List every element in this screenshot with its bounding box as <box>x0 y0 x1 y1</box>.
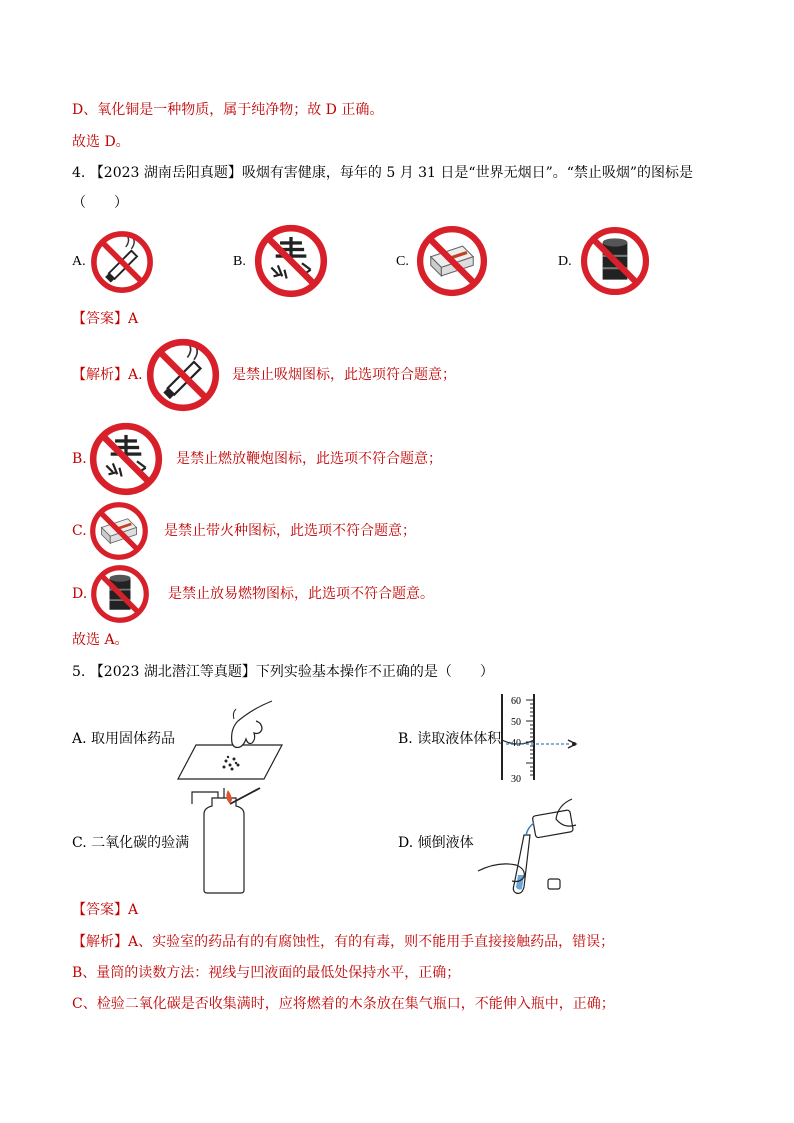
q4-option-c-label: C. <box>396 254 409 269</box>
tick-label: 60 <box>511 696 521 707</box>
co2-test-illustration <box>190 790 262 894</box>
q5-option-a: A. 取用固体药品 <box>72 731 176 747</box>
no-flammables-icon <box>582 228 648 294</box>
q4-stem: 4. 【2023 湖南岳阳真题】吸烟有害健康，每年的 5 月 31 日是“世界无烟日”。“禁止吸烟”的图标是 <box>72 165 694 181</box>
tick-label: 40 <box>511 738 521 749</box>
no-fireworks-icon <box>256 226 326 296</box>
q5-answer: 【答案】A <box>72 902 139 918</box>
q5-stem: 5. 【2023 湖北潜江等真题】下列实验基本操作不正确的是（ ） <box>72 664 494 680</box>
q4-conclusion: 故选 A。 <box>72 632 129 648</box>
q5-analysis-c: C、检验二氧化碳是否收集满时，应将燃着的木条放在集气瓶口，不能伸入瓶中，正确； <box>72 996 615 1012</box>
no-matches-icon <box>91 503 147 559</box>
q4-stem-paren: （ ） <box>72 195 128 211</box>
q5-analysis-a: 【解析】A、实验室的药品有的有腐蚀性，有的有毒，则不能用手直接接触药品，错误； <box>72 934 615 950</box>
q4-analysis-prefix: 【解析】A. <box>72 367 143 383</box>
tick-label: 50 <box>511 717 521 728</box>
no-fireworks-icon <box>91 424 161 494</box>
q4-analysis-c: 是禁止带火种图标，此选项不符合题意； <box>164 523 416 539</box>
q4-analysis-d: 是禁止放易燃物图标，此选项不符合题意。 <box>168 586 434 602</box>
q3-line-d: D、氧化铜是一种物质，属于纯净物；故 D 正确。 <box>72 102 384 118</box>
q4-option-a-label: A. <box>72 254 86 269</box>
solid-reagent-by-hand-illustration <box>176 695 284 781</box>
pouring-liquid-illustration <box>472 795 600 897</box>
q4-label-c: C. <box>72 523 87 539</box>
q5-option-b: B. 读取液体体积 <box>398 731 502 747</box>
tick-label: 30 <box>511 774 521 785</box>
q5-analysis-b: B、量筒的读数方法：视线与凹液面的最低处保持水平，正确； <box>72 965 461 981</box>
graduated-cylinder-illustration <box>496 692 586 784</box>
q4-label-d: D. <box>72 586 88 602</box>
q4-label-b: B. <box>72 451 87 467</box>
q5-option-c: C. 二氧化碳的验满 <box>72 835 190 851</box>
no-matches-icon <box>418 227 486 295</box>
no-flammables-icon <box>92 566 148 622</box>
q5-option-d: D. 倾倒液体 <box>398 835 474 851</box>
no-smoking-icon <box>148 340 218 410</box>
q3-conclusion: 故选 D。 <box>72 134 130 150</box>
q4-analysis-a: 是禁止吸烟图标，此选项符合题意； <box>232 367 456 383</box>
q4-answer: 【答案】A <box>72 311 139 327</box>
no-smoking-icon <box>92 232 152 292</box>
q4-option-b-label: B. <box>233 254 246 269</box>
q4-option-d-label: D. <box>558 254 572 269</box>
q4-analysis-b: 是禁止燃放鞭炮图标，此选项不符合题意； <box>176 451 442 467</box>
